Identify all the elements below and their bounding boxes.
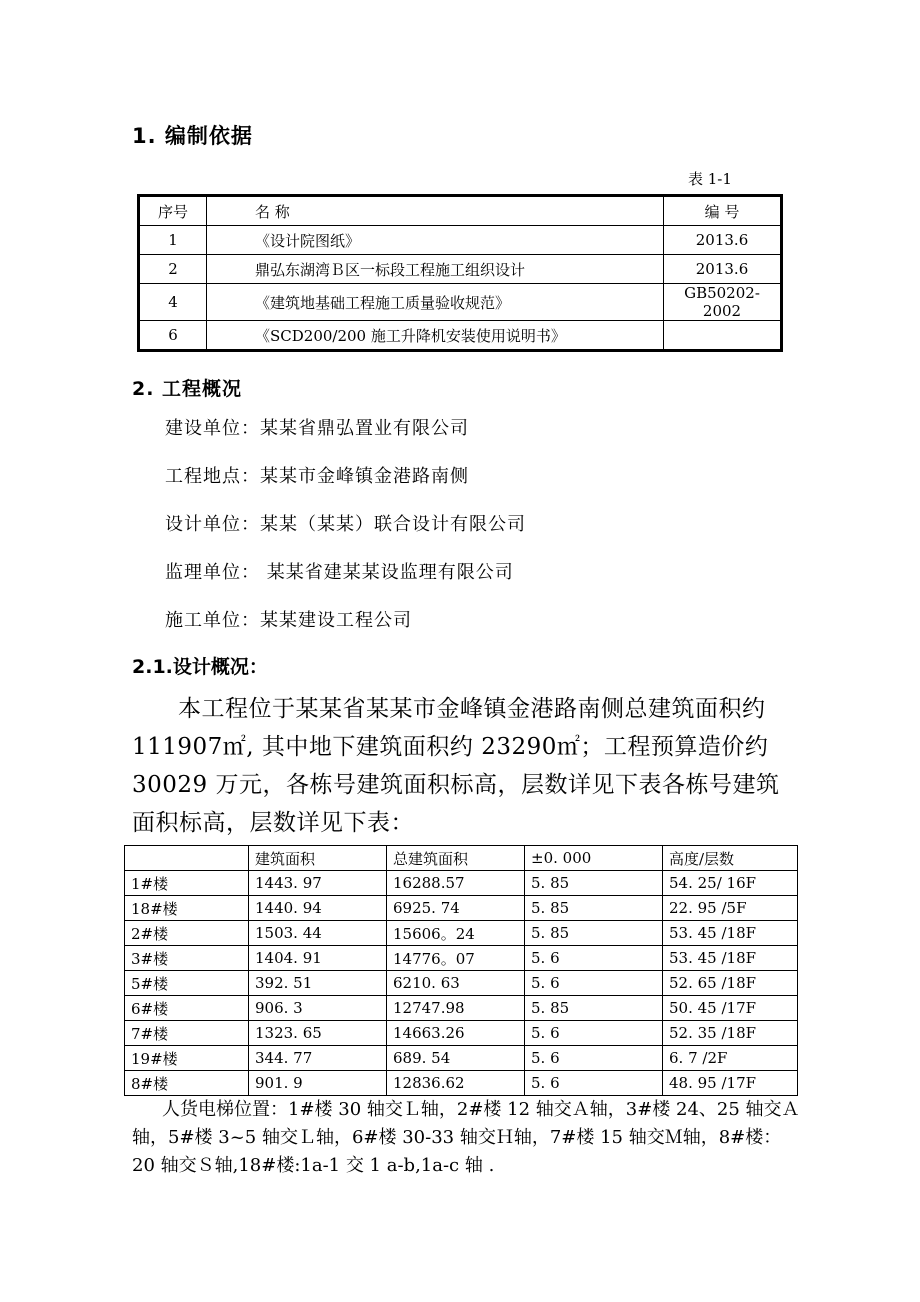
table-caption: 表 1-1: [688, 170, 732, 188]
header-cell: [125, 846, 249, 871]
table-cell: 689. 54: [387, 1046, 525, 1071]
table-cell: 鼎弘东湖湾Ｂ区一标段工程施工组织设计: [207, 255, 664, 284]
info-line: 设计单位：某某（某某）联合设计有限公司: [165, 514, 526, 535]
table-cell: 48. 95 /17F: [663, 1071, 798, 1096]
table-cell: 7#楼: [125, 1021, 249, 1046]
table-cell: 4: [139, 284, 207, 321]
table-row: [125, 946, 798, 971]
table-cell: 1: [139, 226, 207, 255]
header-cell: 序号: [139, 196, 207, 226]
design-overview-paragraph: 本工程位于某某省某某市金峰镇金港路南侧总建筑面积约111907㎡, 其中地下建筑面积约 23290㎡；工程预算造价约 30029 万元，各栋号建筑面积标高，层数详见下表各栋号建筑面积标高，层数详见下表：: [132, 696, 780, 836]
table-cell: 906. 3: [249, 996, 387, 1021]
table-cell: 1404. 91: [249, 946, 387, 971]
table-cell: 《SCD200/200 施工升降机安装使用说明书》: [207, 321, 664, 351]
table-cell: 344. 77: [249, 1046, 387, 1071]
section-1-title: 1. 编制依据: [132, 124, 253, 148]
table-cell: 1440. 94: [249, 896, 387, 921]
table-row: [125, 971, 798, 996]
table-row: [125, 871, 798, 896]
table-cell: 14776。07: [387, 946, 525, 971]
table-cell: 5. 6: [525, 1071, 663, 1096]
table-cell: 50. 45 /17F: [663, 996, 798, 1021]
table-cell: 53. 45 /18F: [663, 921, 798, 946]
table-cell: 5. 6: [525, 946, 663, 971]
table-cell: 6#楼: [125, 996, 249, 1021]
table-cell: 901. 9: [249, 1071, 387, 1096]
table-cell: 52. 65 /18F: [663, 971, 798, 996]
header-cell: 总建筑面积: [387, 846, 525, 871]
table-cell: 《建筑地基础工程施工质量验收规范》: [207, 284, 664, 321]
table-cell: 12836.62: [387, 1071, 525, 1096]
table-row: [125, 921, 798, 946]
table-cell: 19#楼: [125, 1046, 249, 1071]
table-cell: 6. 7 /2F: [663, 1046, 798, 1071]
table-cell: 12747.98: [387, 996, 525, 1021]
table-cell: 6210. 63: [387, 971, 525, 996]
table-cell: 52. 35 /18F: [663, 1021, 798, 1046]
reference-table: [137, 194, 783, 352]
table-cell: 5. 85: [525, 896, 663, 921]
table-row: [125, 996, 798, 1021]
table-cell: 16288.57: [387, 871, 525, 896]
section-2-title: 2. 工程概况: [132, 378, 243, 400]
table-cell: 22. 95 /5F: [663, 896, 798, 921]
table-cell: [664, 321, 782, 351]
table-cell: 6925. 74: [387, 896, 525, 921]
table-row: [125, 1021, 798, 1046]
table-cell: 18#楼: [125, 896, 249, 921]
table-row: [139, 321, 782, 351]
info-line: 工程地点：某某市金峰镇金港路南侧: [165, 466, 469, 487]
table-cell: 54. 25/ 16F: [663, 871, 798, 896]
table-cell: 《设计院图纸》: [207, 226, 664, 255]
table-cell: 2013.6: [664, 226, 782, 255]
table-row: [139, 255, 782, 284]
table-row: [139, 226, 782, 255]
table-row: [125, 896, 798, 921]
table-cell: 2#楼: [125, 921, 249, 946]
header-cell: 名 称: [207, 196, 664, 226]
table-cell: 5. 85: [525, 996, 663, 1021]
section-2-1-title: 2.1.设计概况：: [132, 656, 268, 678]
table-cell: 5. 85: [525, 871, 663, 896]
table-cell: 53. 45 /18F: [663, 946, 798, 971]
table-header-row: [139, 196, 782, 226]
info-line: 监理单位： 某某省建某某设监理有限公司: [165, 562, 514, 583]
table-cell: 15606。24: [387, 921, 525, 946]
table-cell: GB50202-2002: [664, 284, 782, 321]
table-cell: 5. 6: [525, 1021, 663, 1046]
table-cell: 14663.26: [387, 1021, 525, 1046]
table-cell: 3#楼: [125, 946, 249, 971]
header-cell: ±0. 000: [525, 846, 663, 871]
elevator-location-paragraph: 人货电梯位置：1#楼 30 轴交Ｌ轴，2#楼 12 轴交Ａ轴，3#楼 24、25 轴交Ａ轴，5#楼 3~5 轴交Ｌ轴，6#楼 30-33 轴交Ｈ轴，7#楼 15 轴交Ｍ轴，8#楼：20 轴交Ｓ轴,18#楼:1a-1 交 1 a-b,1a-c 轴 .: [132, 1099, 800, 1176]
table-cell: 8#楼: [125, 1071, 249, 1096]
table-cell: 5. 6: [525, 1046, 663, 1071]
table-row: [125, 1046, 798, 1071]
table-cell: 5#楼: [125, 971, 249, 996]
table-cell: 2013.6: [664, 255, 782, 284]
header-cell: 高度/层数: [663, 846, 798, 871]
table-row: [139, 284, 782, 321]
info-line: 施工单位：某某建设工程公司: [165, 610, 412, 631]
table-cell: 1443. 97: [249, 871, 387, 896]
table-cell: 2: [139, 255, 207, 284]
table-cell: 5. 85: [525, 921, 663, 946]
table-cell: 5. 6: [525, 971, 663, 996]
table-row: [125, 1071, 798, 1096]
building-table: [124, 845, 798, 1096]
table-cell: 392. 51: [249, 971, 387, 996]
table-cell: 1#楼: [125, 871, 249, 896]
table-cell: 1323. 65: [249, 1021, 387, 1046]
header-cell: 建筑面积: [249, 846, 387, 871]
table-header-row: [125, 846, 798, 871]
info-line: 建设单位：某某省鼎弘置业有限公司: [165, 418, 469, 439]
header-cell: 编 号: [664, 196, 782, 226]
table-cell: 1503. 44: [249, 921, 387, 946]
table-cell: 6: [139, 321, 207, 351]
